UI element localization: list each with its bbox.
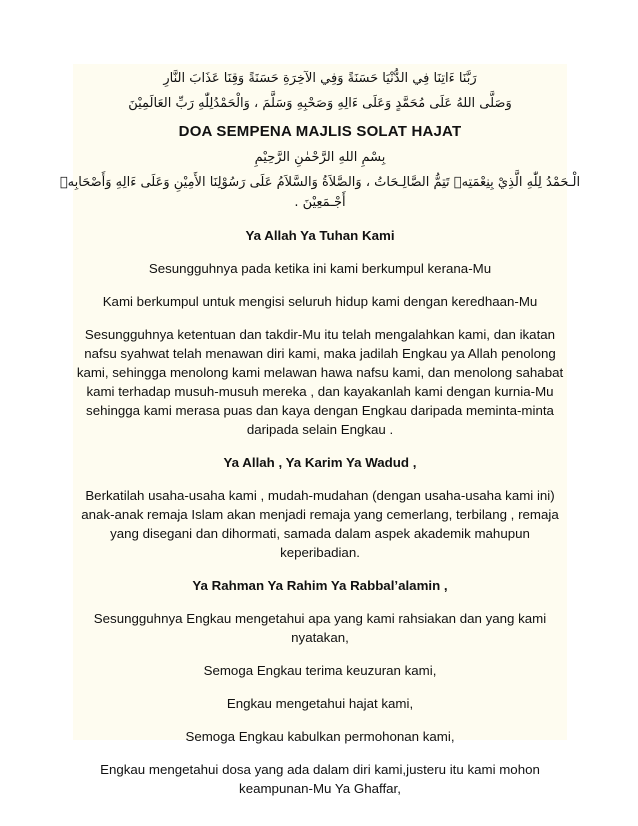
arabic-doa-line-1: رَبَّنَا ءَاتِنَا فِي الدُّنْيَا حَسَنَةً وَفِي الآخِرَةِ حَسَنَةً وَقِنَا عَذَابَ النَّارِ [163, 71, 477, 86]
text-line-8: Engkau mengetahui hajat kami, [226, 696, 414, 711]
invocation-1: Ya Allah Ya Tuhan Kami [245, 228, 395, 243]
arabic-selawat-line: وَصَلَّى اللهُ عَلَى مُحَمَّدٍ وَعَلَى ءَالِهِ وَصَحْبِهِ وَسَلَّمَ ، وَالْحَمْدُلِلّٰهِ رَبِّ العَالَمِيْنَ [128, 96, 512, 111]
paragraph-2: Berkatilah usaha-usaha kami , mudah-mudahan (dengan usaha-usaha kami ini) anak-anak remaja Islam akan menjadi remaja yang cemerlang, terbilang , remaja yang disegani dan dihormati, samada dalam aspek akademik mahupun keperibadian. [81, 488, 559, 560]
text-line-2: Sesungguhnya pada ketika ini kami berkumpul kerana-Mu [148, 261, 492, 276]
paragraph-1: Sesungguhnya ketentuan dan takdir-Mu itu telah mengalahkan kami, dan ikatan nafsu syahwat telah menawan diri kami, maka jadilah Engkau ya Allah penolong kami, sehingga menolong kami melawan hawa nafsu kami, dan menolong sahabat kami terhadap musuh-musuh mereka , dan kayakanlah kami dengan kurnia-Mu sehingga kami merasa puas dan kaya dengan Engkau daripada meminta-minta daripada selain Engkau . [76, 327, 564, 437]
invocation-2: Ya Allah , Ya Karim Ya Wadud , [223, 455, 417, 470]
text-line-7: Semoga Engkau terima keuzuran kami, [203, 663, 437, 678]
document-page [59, 64, 581, 796]
text-line-6: Sesungguhnya Engkau mengetahui apa yang kami rahsiakan dan yang kami nyatakan, [93, 611, 547, 645]
arabic-hamdalah: الْـحَمْدُ لِلّٰهِ الَّذِيْ بِنِعْمَتِهٖ تَتِمُّ الصَّالِـحَاتُ ، وَالصَّلاَةُ وَالسَّلاَمُ عَلَى رَسُوْلِنَا الأَمِيْنِ وَعَلَى ءَالِهِ وَأَصْحَابِهٖ أَجْـمَعِيْنَ . [59, 175, 581, 210]
document-title: DOA SEMPENA MAJLIS SOLAT HAJAT [178, 123, 462, 140]
paragraph-3: Engkau mengetahui dosa yang ada dalam diri kami,justeru itu kami mohon keampunan-Mu Ya Ghaffar, [100, 762, 540, 796]
text-line-3: Kami berkumpul untuk mengisi seluruh hidup kami dengan keredhaan-Mu [102, 294, 538, 309]
invocation-3: Ya Rahman Ya Rahim Ya Rabbal’alamin , [192, 578, 448, 593]
text-line-9: Semoga Engkau kabulkan permohonan kami, [185, 729, 455, 744]
arabic-bismillah: بِسْمِ اللهِ الرَّحْمٰنِ الرَّحِيْمِ [254, 150, 386, 165]
